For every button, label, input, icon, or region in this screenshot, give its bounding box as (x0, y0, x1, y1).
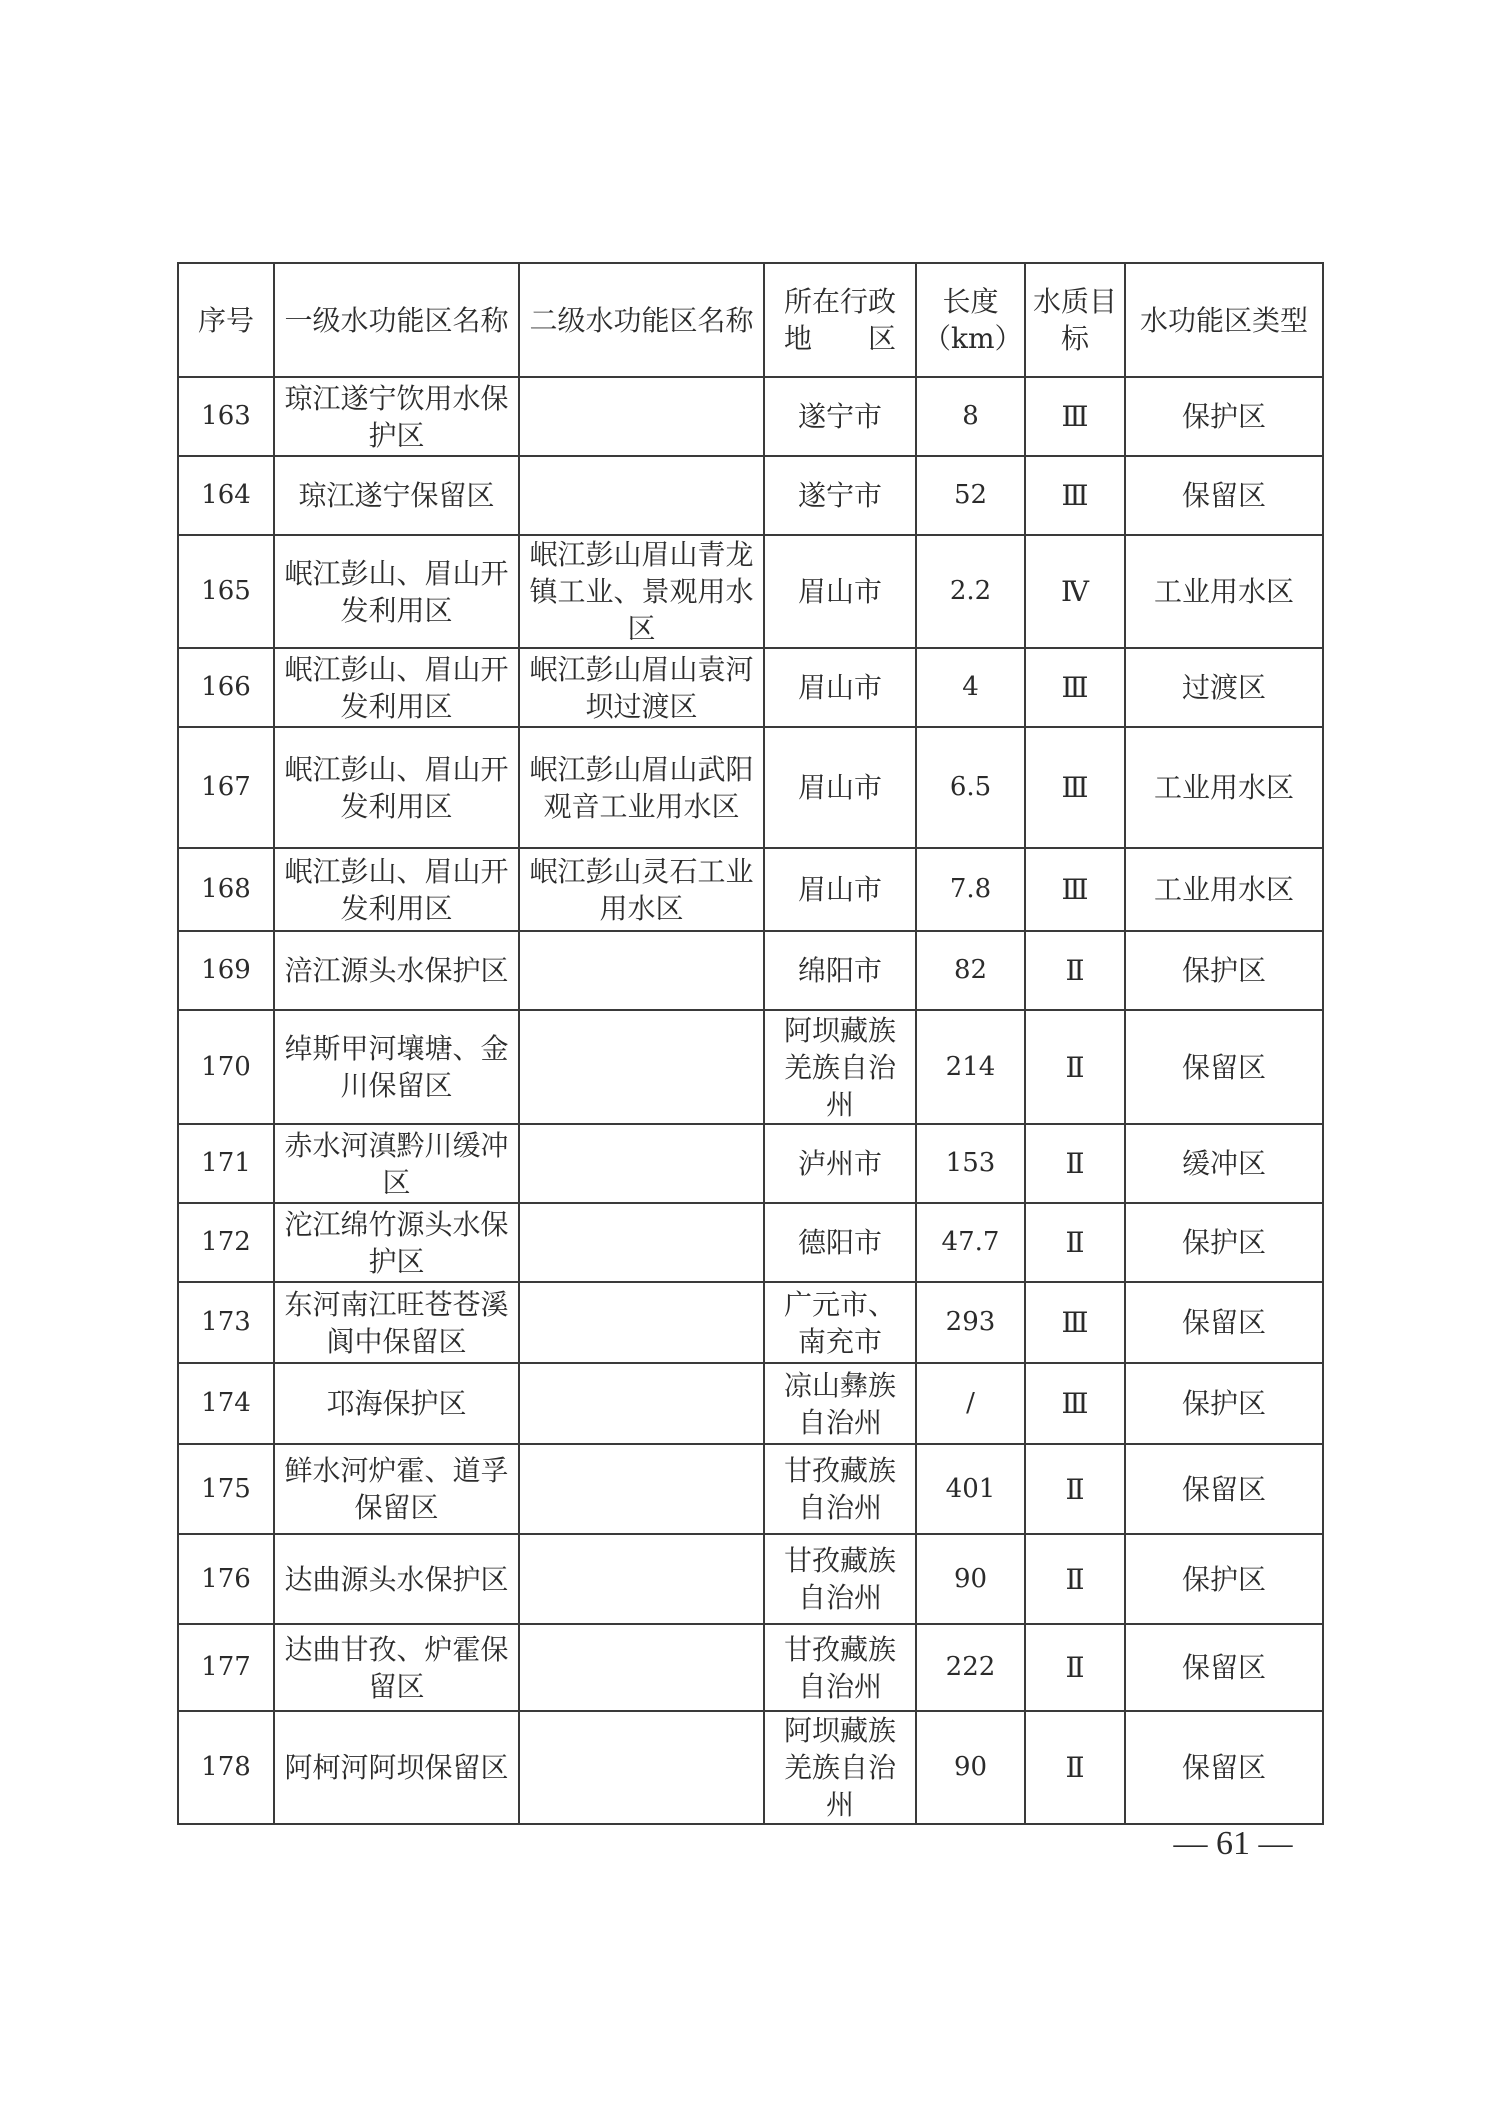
cell-secondary-zone (519, 1624, 764, 1711)
cell-quality: Ⅱ (1025, 1624, 1125, 1711)
cell-secondary-zone: 岷江彭山眉山武阳观音工业用水区 (519, 727, 764, 848)
cell-secondary-zone (519, 1534, 764, 1624)
cell-secondary-zone (519, 1282, 764, 1363)
cell-primary-zone: 琼江遂宁保留区 (274, 456, 519, 535)
cell-secondary-zone (519, 1010, 764, 1124)
cell-type: 工业用水区 (1125, 535, 1323, 648)
cell-length: 214 (916, 1010, 1025, 1124)
cell-quality: Ⅱ (1025, 1124, 1125, 1203)
table-header-row (178, 263, 1323, 377)
cell-primary-zone: 岷江彭山、眉山开发利用区 (274, 648, 519, 727)
cell-region: 眉山市 (764, 848, 916, 931)
cell-primary-zone: 阿柯河阿坝保留区 (274, 1711, 519, 1824)
cell-index: 165 (178, 535, 274, 648)
cell-region: 眉山市 (764, 727, 916, 848)
cell-index: 171 (178, 1124, 274, 1203)
cell-length: 4 (916, 648, 1025, 727)
cell-quality: Ⅲ (1025, 1363, 1125, 1444)
cell-length: 153 (916, 1124, 1025, 1203)
table-row (178, 848, 1323, 931)
cell-quality: Ⅲ (1025, 727, 1125, 848)
cell-quality: Ⅱ (1025, 1203, 1125, 1282)
cell-quality: Ⅲ (1025, 848, 1125, 931)
cell-quality: Ⅱ (1025, 931, 1125, 1010)
cell-length: 6.5 (916, 727, 1025, 848)
table-row (178, 1203, 1323, 1282)
table-row (178, 1010, 1323, 1124)
cell-length: 82 (916, 931, 1025, 1010)
cell-region: 泸州市 (764, 1124, 916, 1203)
table-row (178, 1363, 1323, 1444)
cell-primary-zone: 涪江源头水保护区 (274, 931, 519, 1010)
cell-quality: Ⅱ (1025, 1010, 1125, 1124)
cell-length: 47.7 (916, 1203, 1025, 1282)
cell-type: 保护区 (1125, 377, 1323, 456)
cell-index: 177 (178, 1624, 274, 1711)
cell-index: 172 (178, 1203, 274, 1282)
cell-type: 保护区 (1125, 1534, 1323, 1624)
cell-index: 163 (178, 377, 274, 456)
cell-region: 甘孜藏族自治州 (764, 1444, 916, 1534)
table-row (178, 535, 1323, 648)
cell-type: 保留区 (1125, 1624, 1323, 1711)
cell-type: 工业用水区 (1125, 848, 1323, 931)
cell-index: 176 (178, 1534, 274, 1624)
cell-index: 173 (178, 1282, 274, 1363)
cell-quality: Ⅲ (1025, 648, 1125, 727)
cell-secondary-zone (519, 377, 764, 456)
cell-quality: Ⅲ (1025, 456, 1125, 535)
cell-primary-zone: 鲜水河炉霍、道孚保留区 (274, 1444, 519, 1534)
table-row (178, 648, 1323, 727)
cell-type: 缓冲区 (1125, 1124, 1323, 1203)
cell-primary-zone: 岷江彭山、眉山开发利用区 (274, 535, 519, 648)
cell-primary-zone: 达曲甘孜、炉霍保留区 (274, 1624, 519, 1711)
cell-primary-zone: 岷江彭山、眉山开发利用区 (274, 848, 519, 931)
cell-region: 遂宁市 (764, 377, 916, 456)
header-secondary-zone: 二级水功能区名称 (519, 263, 764, 377)
cell-type: 保护区 (1125, 931, 1323, 1010)
cell-type: 过渡区 (1125, 648, 1323, 727)
table-row (178, 1282, 1323, 1363)
cell-primary-zone: 达曲源头水保护区 (274, 1534, 519, 1624)
water-function-zone-table (177, 262, 1324, 1825)
cell-secondary-zone (519, 1203, 764, 1282)
cell-region: 甘孜藏族自治州 (764, 1624, 916, 1711)
cell-primary-zone: 岷江彭山、眉山开发利用区 (274, 727, 519, 848)
cell-index: 170 (178, 1010, 274, 1124)
cell-quality: Ⅲ (1025, 377, 1125, 456)
cell-region: 眉山市 (764, 648, 916, 727)
page-number: — 61 — (1173, 1825, 1293, 1862)
cell-index: 169 (178, 931, 274, 1010)
cell-length: 52 (916, 456, 1025, 535)
table-row (178, 727, 1323, 848)
cell-region: 绵阳市 (764, 931, 916, 1010)
cell-region: 广元市、南充市 (764, 1282, 916, 1363)
cell-region: 凉山彝族自治州 (764, 1363, 916, 1444)
cell-quality: Ⅱ (1025, 1711, 1125, 1824)
cell-type: 保留区 (1125, 1010, 1323, 1124)
table-row (178, 1444, 1323, 1534)
header-index: 序号 (178, 263, 274, 377)
cell-primary-zone: 邛海保护区 (274, 1363, 519, 1444)
cell-region: 阿坝藏族羌族自治州 (764, 1711, 916, 1824)
table-row (178, 931, 1323, 1010)
cell-length: 90 (916, 1534, 1025, 1624)
cell-secondary-zone (519, 931, 764, 1010)
table-row (178, 456, 1323, 535)
cell-secondary-zone (519, 1444, 764, 1534)
cell-secondary-zone: 岷江彭山眉山青龙镇工业、景观用水区 (519, 535, 764, 648)
cell-secondary-zone (519, 456, 764, 535)
cell-length: 8 (916, 377, 1025, 456)
header-length: 长度（km） (916, 263, 1025, 377)
cell-length: 7.8 (916, 848, 1025, 931)
table-row (178, 1624, 1323, 1711)
cell-index: 164 (178, 456, 274, 535)
cell-region: 阿坝藏族羌族自治州 (764, 1010, 916, 1124)
cell-primary-zone: 沱江绵竹源头水保护区 (274, 1203, 519, 1282)
cell-length: 401 (916, 1444, 1025, 1534)
header-primary-zone: 一级水功能区名称 (274, 263, 519, 377)
cell-secondary-zone (519, 1711, 764, 1824)
cell-region: 遂宁市 (764, 456, 916, 535)
cell-quality: Ⅲ (1025, 1282, 1125, 1363)
cell-region: 甘孜藏族自治州 (764, 1534, 916, 1624)
table-row (178, 1534, 1323, 1624)
cell-primary-zone: 琼江遂宁饮用水保护区 (274, 377, 519, 456)
cell-length: 222 (916, 1624, 1025, 1711)
cell-type: 保留区 (1125, 1711, 1323, 1824)
cell-region: 眉山市 (764, 535, 916, 648)
cell-index: 178 (178, 1711, 274, 1824)
cell-index: 166 (178, 648, 274, 727)
cell-length: 293 (916, 1282, 1025, 1363)
cell-secondary-zone: 岷江彭山眉山袁河坝过渡区 (519, 648, 764, 727)
cell-type: 工业用水区 (1125, 727, 1323, 848)
cell-length: / (916, 1363, 1025, 1444)
table-row (178, 1711, 1323, 1824)
cell-type: 保留区 (1125, 1282, 1323, 1363)
cell-type: 保护区 (1125, 1203, 1323, 1282)
cell-type: 保留区 (1125, 456, 1323, 535)
cell-secondary-zone: 岷江彭山灵石工业用水区 (519, 848, 764, 931)
cell-primary-zone: 东河南江旺苍苍溪阆中保留区 (274, 1282, 519, 1363)
cell-primary-zone: 绰斯甲河壤塘、金川保留区 (274, 1010, 519, 1124)
header-region: 所在行政地 区 (764, 263, 916, 377)
header-quality: 水质目标 (1025, 263, 1125, 377)
cell-secondary-zone (519, 1363, 764, 1444)
cell-index: 167 (178, 727, 274, 848)
header-type: 水功能区类型 (1125, 263, 1323, 377)
cell-type: 保留区 (1125, 1444, 1323, 1534)
cell-type: 保护区 (1125, 1363, 1323, 1444)
table-row (178, 377, 1323, 456)
cell-primary-zone: 赤水河滇黔川缓冲区 (274, 1124, 519, 1203)
cell-quality: Ⅱ (1025, 1444, 1125, 1534)
cell-secondary-zone (519, 1124, 764, 1203)
cell-length: 90 (916, 1711, 1025, 1824)
cell-index: 168 (178, 848, 274, 931)
cell-region: 德阳市 (764, 1203, 916, 1282)
cell-index: 175 (178, 1444, 274, 1534)
cell-length: 2.2 (916, 535, 1025, 648)
cell-quality: Ⅱ (1025, 1534, 1125, 1624)
cell-quality: Ⅳ (1025, 535, 1125, 648)
table-row (178, 1124, 1323, 1203)
cell-index: 174 (178, 1363, 274, 1444)
